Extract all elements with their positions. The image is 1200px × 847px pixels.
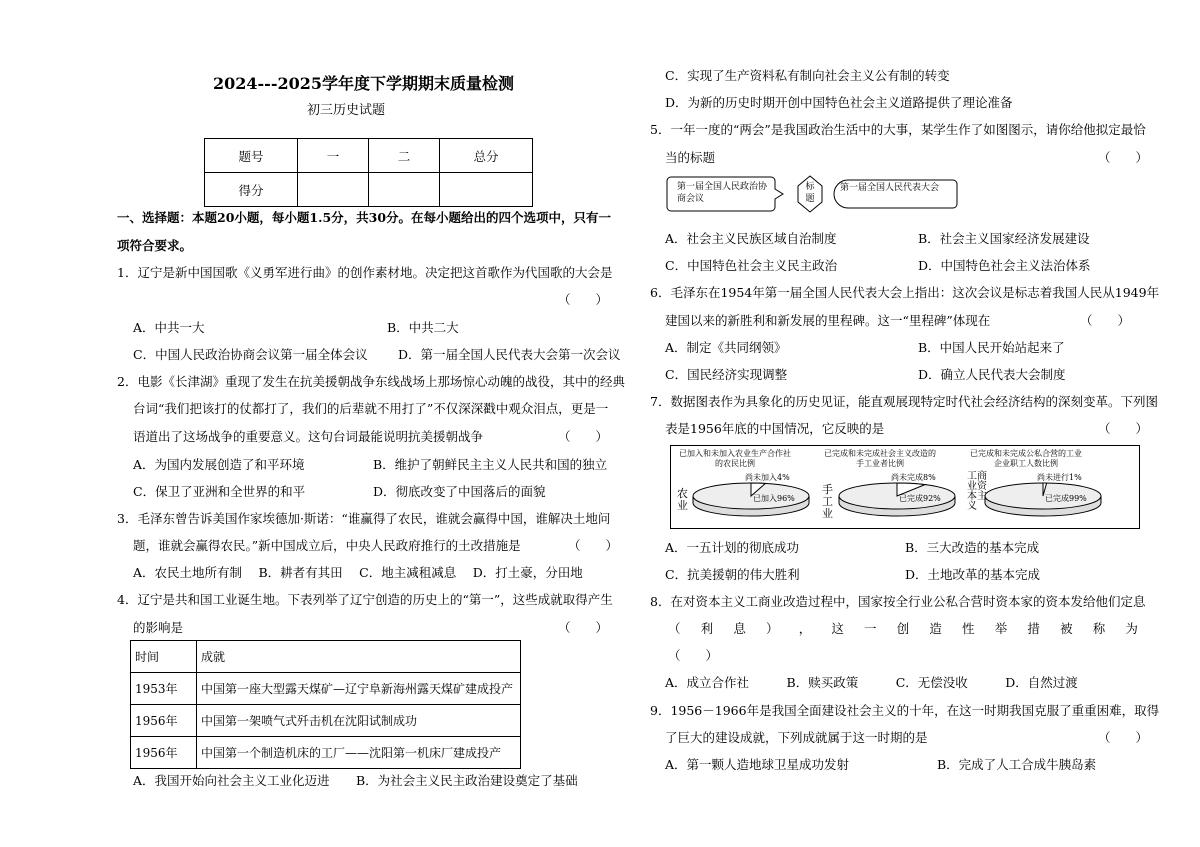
q8-char: 利 xyxy=(700,621,714,636)
q2-stem-3: 语道出了这场战争的重要意义。这句台词最能说明抗美援朝战争 xyxy=(133,429,484,444)
score-cell xyxy=(440,173,533,207)
table-header-achievement: 成就 xyxy=(197,641,521,673)
chart-side-label: 农业 xyxy=(677,487,688,512)
score-cell: 得分 xyxy=(205,173,298,207)
chart-side-label: 工商业资本主义 xyxy=(967,471,987,512)
q5-answer-paren: （ ） xyxy=(1098,150,1149,165)
q5-stem-1: 5．一年一度的“两会”是我国政治生活中的大事，某学生作了如图图示，请你给他拟定最恰 xyxy=(650,122,1146,137)
q5-option-c: C．中国特色社会主义民主政治 xyxy=(665,258,838,273)
score-cell xyxy=(298,173,369,207)
q5-option-d: D．中国特色社会主义法治体系 xyxy=(918,258,1091,273)
score-cell xyxy=(369,173,440,207)
q4-option-c: C．实现了生产资料私有制向社会主义公有制的转变 xyxy=(665,68,950,83)
q8-char: 息 xyxy=(733,621,746,636)
q2-stem-2: 台词“我们把该打的仗都打了，我们的后辈就不用打了”不仅深深戳中观众泪点，更是一 xyxy=(133,401,609,416)
q6-stem-1: 6．毛泽东在1954年第一届全国人民代表大会上指出：这次会议是标志着我国人民从1949年 xyxy=(650,285,1160,300)
table-row xyxy=(131,737,521,769)
table-cell: 中国第一架喷气式歼击机在沈阳试制成功 xyxy=(197,705,521,737)
q8-stem-2 xyxy=(668,619,1138,637)
q6-stem-2: 建国以来的新胜利和新发展的里程碑。这一“里程碑”体现在 xyxy=(665,313,991,328)
q8-char: 造 xyxy=(929,621,942,636)
q5-diagram xyxy=(665,174,965,214)
section-heading-cont: 项符合要求。 xyxy=(117,238,193,253)
table-cell: 中国第一座大型露天煤矿—辽宁阜新海州露天煤矿建成投产 xyxy=(197,673,521,705)
pie-label-main: 已加入96% xyxy=(753,494,795,503)
q8-options: A．成立合作社 B．赎买政策 C．无偿没收 D．自然过渡 xyxy=(665,675,1078,690)
table-cell: 1956年 xyxy=(131,705,197,737)
pie-chart xyxy=(839,472,955,516)
q9-answer-paren: （ ） xyxy=(1098,730,1149,745)
exam-title: 2024---2025学年度下学期期末质量检测 xyxy=(213,74,514,93)
table-cell: 1953年 xyxy=(131,673,197,705)
q1-stem: 1．辽宁是新中国国歌《义勇军进行曲》的创作素材地。决定把这首歌作为代国歌的大会是 xyxy=(117,265,613,280)
q2-option-c: C．保卫了亚洲和全世界的和平 xyxy=(133,484,306,499)
q7-option-b: B．三大改造的基本完成 xyxy=(905,540,1040,555)
q5-right-box: 第一届全国人民代表大会 xyxy=(840,183,940,193)
q9-option-a: A．第一颗人造地球卫星成功发射 xyxy=(665,757,850,772)
achievements-table xyxy=(130,640,521,769)
q1-option-b: B．中共二大 xyxy=(387,320,459,335)
pie-label-minor: 尚未加入4% xyxy=(745,473,790,482)
q9-stem-2: 了巨大的建设成就，下列成就属于这一时期的是 xyxy=(665,730,928,745)
q8-char: 创 xyxy=(896,621,910,636)
table-row xyxy=(131,705,521,737)
q4-option-d: D．为新的历史时期开创中国特色社会主义道路提供了理论准备 xyxy=(665,95,1013,110)
score-cell: 二 xyxy=(369,139,440,173)
q1-answer-paren: （ ） xyxy=(558,292,609,307)
q6-option-c: C．国民经济实现调整 xyxy=(665,367,788,382)
q4-stem-2: 的影响是 xyxy=(133,620,184,635)
table-header-time: 时间 xyxy=(131,641,197,673)
q8-char: 一 xyxy=(864,621,877,636)
q7-stem-1: 7．数据图表作为具象化的历史见证，能直观展现特定时代社会经济结构的深刻变革。下列图 xyxy=(650,394,1158,409)
q3-options: A．农民土地所有制 B．耕者有其田 C．地主减租减息 D．打土豪，分田地 xyxy=(133,565,583,580)
q2-option-d: D．彻底改变了中国落后的面貌 xyxy=(373,484,546,499)
q6-option-b: B．中国人民开始站起来了 xyxy=(918,340,1065,355)
q8-char: 举 xyxy=(994,621,1008,636)
chart-caption: 已完成和未完成社会主义改造的手工业者比例 xyxy=(824,449,936,468)
score-cell: 总分 xyxy=(440,139,533,173)
chart-caption: 已完成和未完成公私合营的工业企业职工人数比例 xyxy=(970,449,1082,468)
q3-answer-paren: （ ） xyxy=(568,538,619,553)
table-cell: 中国第一个制造机床的工厂——沈阳第一机床厂建成投产 xyxy=(197,737,521,769)
score-cell: 一 xyxy=(298,139,369,173)
q1-option-c: C．中国人民政治协商会议第一届全体会议 xyxy=(133,347,368,362)
q6-option-a: A．制定《共同纲领》 xyxy=(665,340,787,355)
q6-option-d: D．确立人民代表大会制度 xyxy=(918,367,1066,382)
pie-label-main: 已完成92% xyxy=(899,494,941,503)
q9-option-b: B．完成了人工合成牛胰岛素 xyxy=(937,757,1097,772)
q7-pie-charts xyxy=(671,446,1137,526)
q8-char: （ xyxy=(668,621,681,636)
q2-option-b: B．维护了朝鲜民主主义人民共和国的独立 xyxy=(373,457,608,472)
q7-option-a: A．一五计划的彻底成功 xyxy=(665,540,800,555)
section-heading: 一、选择题：本题20小题，每小题1.5分，共30分。在每小题给出的四个选项中，只有一 xyxy=(117,210,612,225)
score-cell: 题号 xyxy=(205,139,298,173)
chart-caption: 已加入和未加入农业生产合作社的农民比例 xyxy=(679,449,791,468)
q7-option-c: C．抗美援朝的伟大胜利 xyxy=(665,567,800,582)
q4-stem-1: 4．辽宁是共和国工业诞生地。下表列举了辽宁创造的历史上的“第一”，这些成就取得产生 xyxy=(117,592,613,607)
pie-label-minor: 尚未完成8% xyxy=(891,473,936,482)
q5-stem-2: 当的标题 xyxy=(665,150,716,165)
q8-answer-paren: （ ） xyxy=(668,648,719,663)
q8-char: 性 xyxy=(962,621,975,636)
q5-option-a: A．社会主义民族区域自治制度 xyxy=(665,231,837,246)
q3-stem-1: 3．毛泽东曾告诉美国作家埃德加·斯诺：“谁赢得了农民，谁就会赢得中国，谁解决土地问 xyxy=(117,511,611,526)
pie-label-minor: 尚未进行1% xyxy=(1037,473,1082,482)
q1-option-d: D．第一届全国人民代表大会第一次会议 xyxy=(398,347,621,362)
q8-stem-1: 8．在对资本主义工商业改造过程中，国家按全行业公私合营时资本家的资本发给他们定息 xyxy=(650,594,1146,609)
q7-stem-2: 表是1956年底的中国情况，它反映的是 xyxy=(665,421,885,436)
table-row xyxy=(131,673,521,705)
q4-answer-paren: （ ） xyxy=(558,620,609,635)
pie-chart xyxy=(693,472,809,516)
q2-answer-paren: （ ） xyxy=(558,429,609,444)
table-cell: 1956年 xyxy=(131,737,197,769)
q3-stem-2: 题，谁就会赢得农民。”新中国成立后，中央人民政府推行的土改措施是 xyxy=(133,538,521,553)
q2-option-a: A．为国内发展创造了和平环境 xyxy=(133,457,305,472)
q1-option-a: A．中共一大 xyxy=(133,320,205,335)
chart-side-label: 手工业 xyxy=(822,483,833,520)
q4-option-a: A．我国开始向社会主义工业化迈进 xyxy=(133,773,330,788)
q8-char: 为 xyxy=(1125,621,1138,636)
q7-option-d: D．土地改革的基本完成 xyxy=(905,567,1041,582)
q6-answer-paren: （ ） xyxy=(1080,313,1131,328)
q5-center-box: 标题 xyxy=(805,182,815,204)
q7-chart xyxy=(670,445,1140,529)
q8-char: 称 xyxy=(1092,621,1106,636)
exam-subtitle: 初三历史试题 xyxy=(307,103,386,118)
q8-char: 措 xyxy=(1027,621,1040,636)
q4-option-b: B．为社会主义民主政治建设奠定了基础 xyxy=(356,773,578,788)
pie-chart xyxy=(985,472,1101,516)
table-row xyxy=(131,641,521,673)
q5-left-box: 第一届全国人民政治协商会议 xyxy=(677,182,768,204)
pie-label-main: 已完成99% xyxy=(1045,494,1087,503)
q7-answer-paren: （ ） xyxy=(1098,421,1149,436)
score-table xyxy=(204,138,533,207)
q8-char: ， xyxy=(798,621,812,636)
q8-char: ） xyxy=(766,621,779,636)
q8-char: 这 xyxy=(831,621,844,636)
q5-option-b: B．社会主义国家经济发展建设 xyxy=(918,231,1090,246)
q8-char: 被 xyxy=(1060,621,1073,636)
q9-stem-1: 9．1956－1966年是我国全面建设社会主义的十年，在这一时期我国克服了重重困难，取得 xyxy=(650,703,1160,718)
q2-stem-1: 2．电影《长津湖》重现了发生在抗美援朝战争东线战场上那场惊心动魄的战役，其中的经典 xyxy=(117,374,625,389)
